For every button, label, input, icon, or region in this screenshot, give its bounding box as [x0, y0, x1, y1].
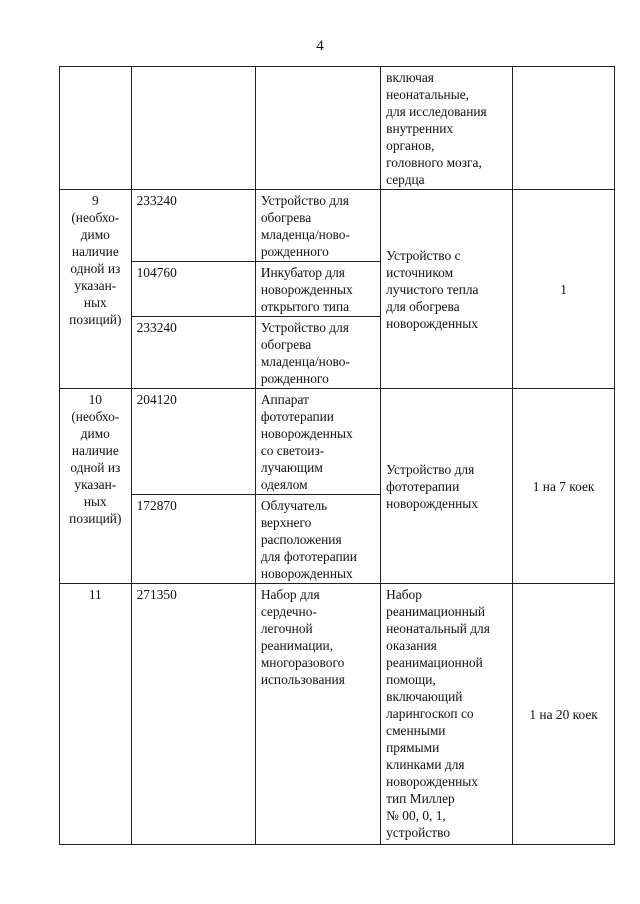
- quantity-cell: 1 на 7 коек: [513, 389, 615, 584]
- description-cell: Устройство с источником лучистого тепла для обогрева новорожденных: [381, 190, 513, 389]
- row-number-cell: 9 (необхо- димо наличие одной из указан- ных позиций): [60, 190, 132, 389]
- description-cell: Набор реанимационный неонатальный для оказания реанимационной помощи, включающий ларингоскоп со сменными прямыми клинками для новорожденных тип Миллер № 00, 0, 1, устройство: [381, 584, 513, 845]
- table-row: [60, 190, 615, 262]
- code-cell: 233240: [131, 190, 255, 262]
- table-row: [60, 389, 615, 495]
- name-cell: Набор для сердечно- легочной реанимации, многоразового использования: [255, 584, 380, 845]
- quantity-cell: 1 на 20 коек: [513, 584, 615, 845]
- description-cell: включая неонатальные, для исследования внутренних органов, головного мозга, сердца: [381, 67, 513, 190]
- table-cell: [513, 67, 615, 190]
- table-cell: [255, 67, 380, 190]
- code-cell: 104760: [131, 262, 255, 317]
- name-cell: Устройство для обогрева младенца/ново- рожденного: [255, 317, 380, 389]
- quantity-cell: 1: [513, 190, 615, 389]
- code-cell: 233240: [131, 317, 255, 389]
- description-cell: Устройство для фототерапии новорожденных: [381, 389, 513, 584]
- code-cell: 172870: [131, 495, 255, 584]
- code-cell: 271350: [131, 584, 255, 845]
- table-cell: [60, 67, 132, 190]
- table-row: [60, 584, 615, 845]
- table-cell: [131, 67, 255, 190]
- code-cell: 204120: [131, 389, 255, 495]
- name-cell: Аппарат фототерапии новорожденных со светоиз- лучающим одеялом: [255, 389, 380, 495]
- page-number: 4: [316, 38, 324, 54]
- name-cell: Облучатель верхнего расположения для фототерапии новорожденных: [255, 495, 380, 584]
- name-cell: Устройство для обогрева младенца/ново- рожденного: [255, 190, 380, 262]
- table-row: [60, 67, 615, 190]
- row-number-cell: 10 (необхо- димо наличие одной из указан- ных позиций): [60, 389, 132, 584]
- row-number-cell: 11: [60, 584, 132, 845]
- equipment-table: [59, 66, 615, 845]
- name-cell: Инкубатор для новорожденных открытого типа: [255, 262, 380, 317]
